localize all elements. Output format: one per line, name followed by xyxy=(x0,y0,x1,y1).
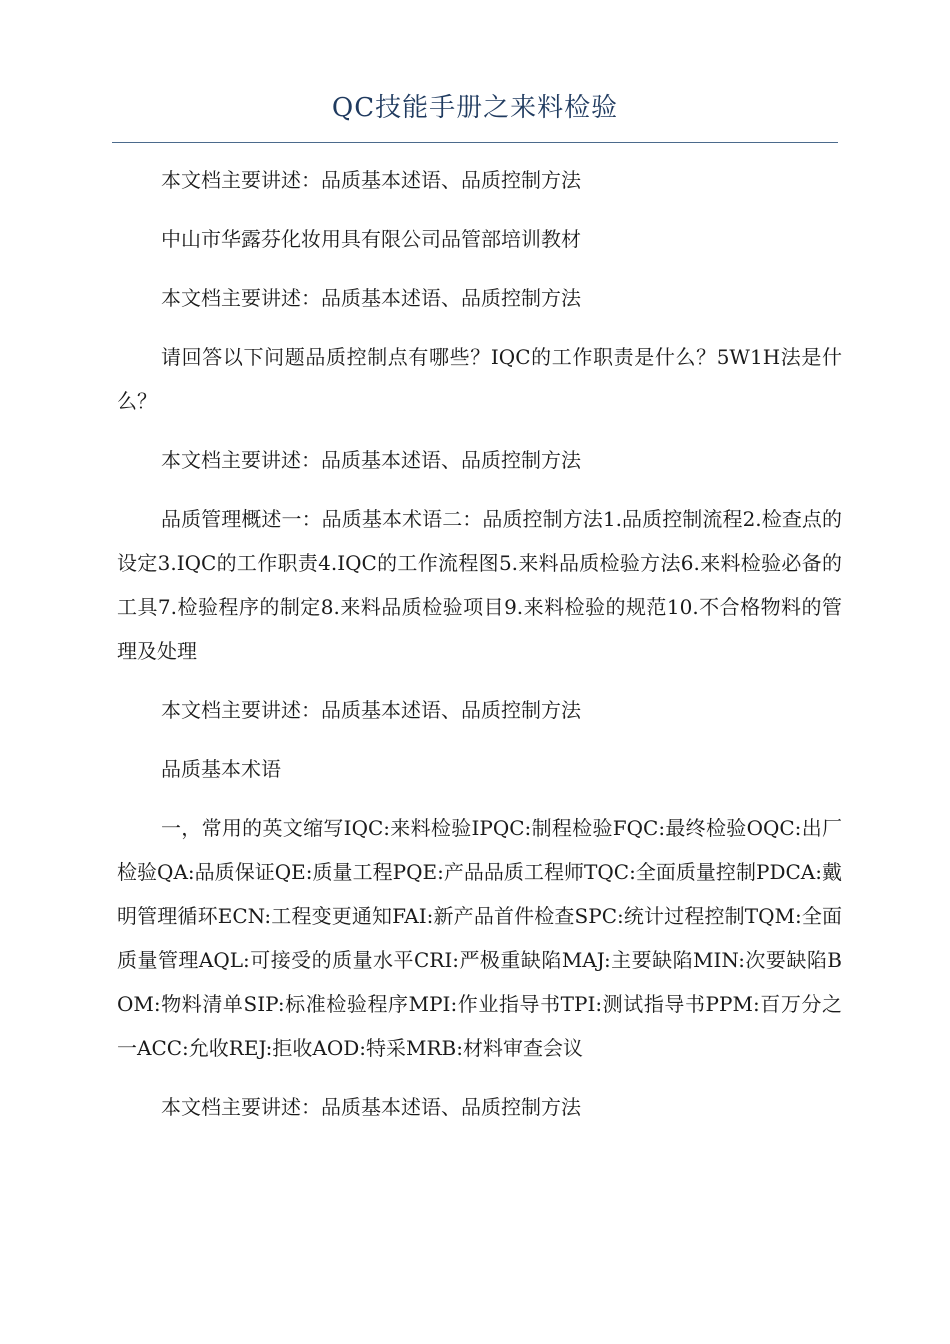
paragraph-summary: 本文档主要讲述：品质基本述语、品质控制方法 xyxy=(161,1095,581,1119)
paragraph-summary: 本文档主要讲述：品质基本述语、品质控制方法 xyxy=(161,286,581,310)
paragraph-outline: 品质管理概述一：品质基本术语二：品质控制方法1.品质控制流程2.检查点的设定3.IQC的工作职责4.IQC的工作流程图5.来料品质检验方法6.来料检验必备的工具7.检验程序的制定8.来料品质检验项目9.来料检验的规范10.不合格物料的管理及处理 xyxy=(117,507,842,663)
paragraph-summary: 本文档主要讲述：品质基本述语、品质控制方法 xyxy=(161,448,581,472)
paragraph-company: 中山市华露芬化妆用具有限公司品管部培训教材 xyxy=(161,227,581,251)
document-title: QC技能手册之来料检验 xyxy=(331,93,619,123)
paragraph-summary: 本文档主要讲述：品质基本述语、品质控制方法 xyxy=(161,168,581,192)
paragraph-abbreviations: 一，常用的英文缩写IQC:来料检验IPQC:制程检验FQC:最终检验OQC:出厂检验QA:品质保证QE:质量工程PQE:产品品质工程师TQC:全面质量控制PDCA:戴明管理循环ECN:工程变更通知FAI:新产品首件检查SPC:统计过程控制TQM:全面质量管理AQL:可接受的质量水平CRI:严极重缺陷MAJ:主要缺陷MIN:次要缺陷BOM:物料清单SIP:标准检验程序MPI:作业指导书TPI:测试指导书PPM:百万分之一ACC:允收REJ:拒收AOD:特采MRB:材料审查会议 xyxy=(117,816,842,1060)
section-heading: 品质基本术语 xyxy=(161,757,281,781)
title-divider xyxy=(112,142,838,143)
document-body xyxy=(117,158,842,1144)
paragraph-questions: 请回答以下问题品质控制点有哪些？IQC的工作职责是什么？5W1H法是什么？ xyxy=(117,345,842,413)
paragraph-summary: 本文档主要讲述：品质基本述语、品质控制方法 xyxy=(161,698,581,722)
